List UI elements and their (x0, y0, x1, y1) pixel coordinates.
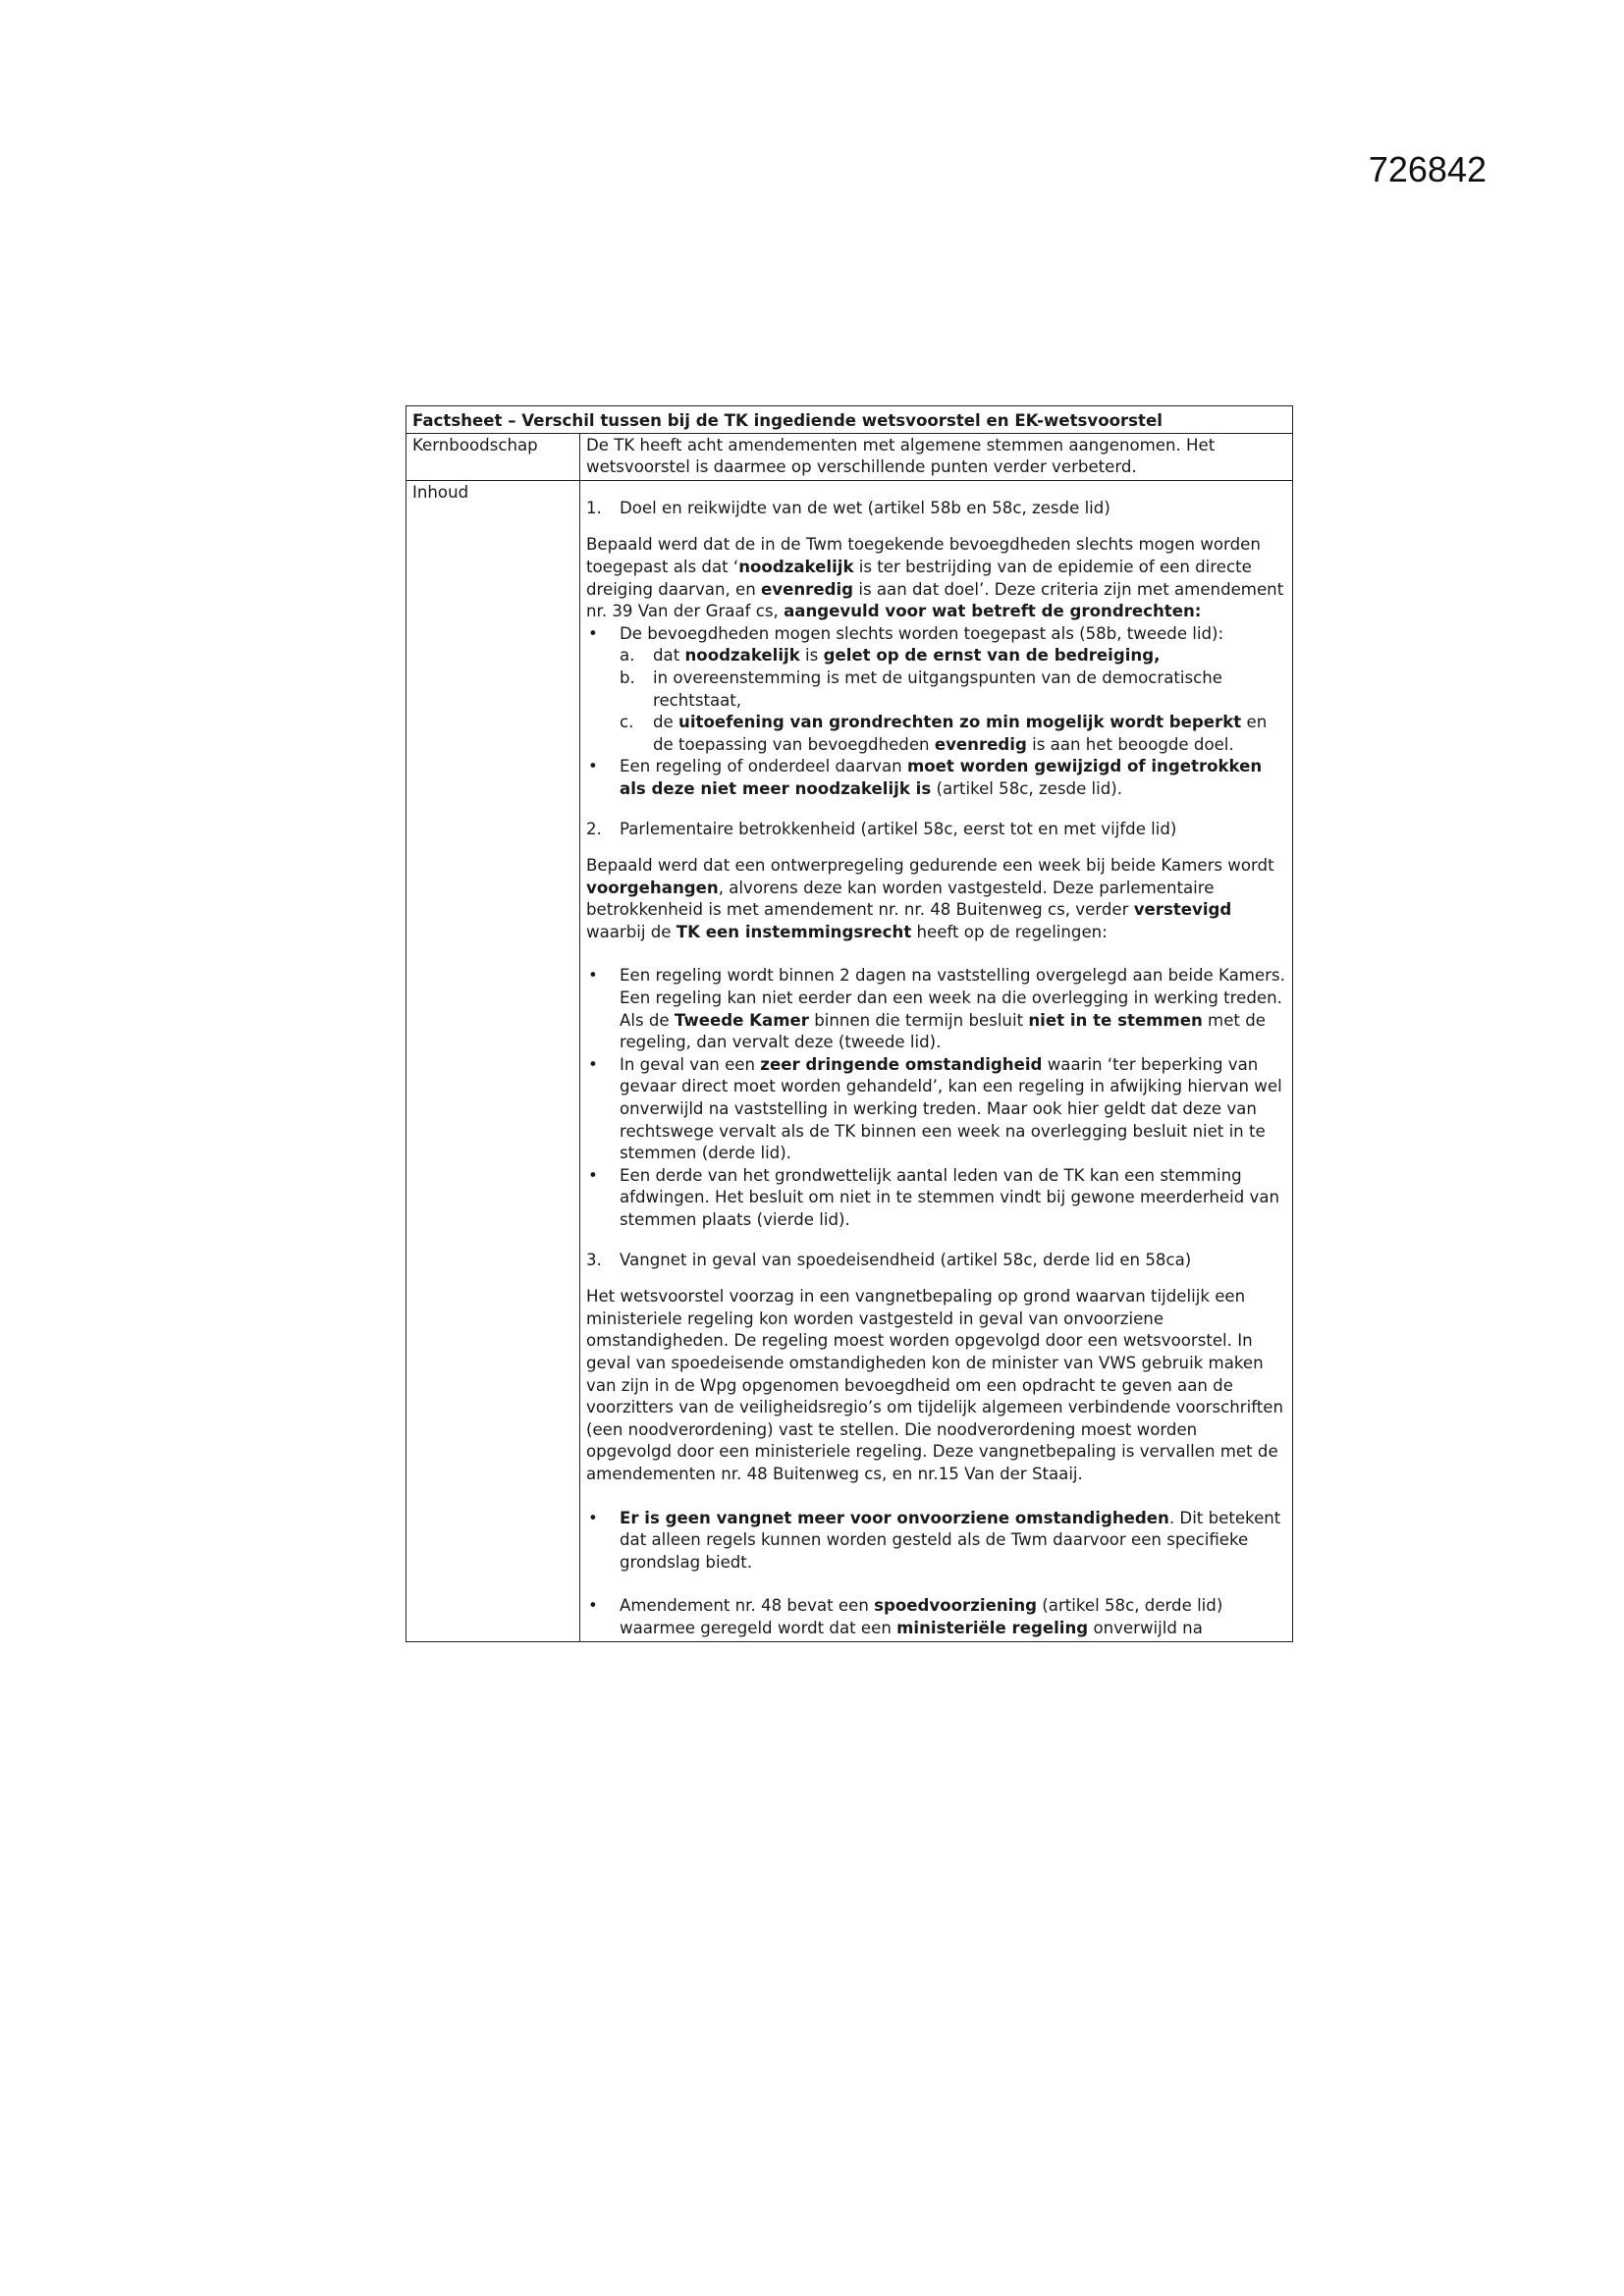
inhoud-label: Inhoud (406, 480, 580, 1641)
section-3-paragraph: Het wetsvoorstel voorzag in een vangnetbepaling op grond waarvan tijdelijk een ministeriele regeling kon worden vastgesteld in geval van onvoorziene omstandigheden. De regeling moest worden opgevolgd door een wetsvoorstel. In geval van spoedeisende omstandigheden kon de minister van VWS gebruik maken van zijn in de Wpg opgenomen bevoegdheid om een opdracht te geven aan de voorzitters van de veiligheidsregio’s om tijdelijk algemeen verbindende voorschriften (een noodverordening) vast te stellen. Die noodverordening moest worden opgevolgd door een ministeriele regeling. Deze vangnetbepaling is vervallen met de amendementen nr. 48 Buitenweg cs, en nr.15 Van der Staaij. (586, 1287, 1283, 1483)
kernboodschap-text: De TK heeft acht amendementen met algemene stemmen aangenomen. Het wetsvoorstel is daarmee op verschillende punten verder verbeterd. (580, 433, 1293, 480)
factsheet-table (406, 405, 1293, 1642)
section-1-paragraph: Bepaald werd dat de in de Twm toegekende bevoegdheden slechts mogen worden toegepast als dat ‘noodzakelijk is ter bestrijding van de epidemie of een directe dreiging daarvan, en evenredig is aan dat doel’. Deze criteria zijn met amendement nr. 39 Van der Graaf cs, aangevuld voor wat betreft de grondrechten: (586, 535, 1284, 621)
section-3-bullets-2 (586, 1595, 1286, 1639)
list-item: c. de uitoefening van grondrechten zo min mogelijk wordt beperkt en de toepassing van bevoegdheden evenredig is aan het beoogde doel. (620, 713, 1268, 754)
list-item: a. dat noodzakelijk is gelet op de ernst van de bedreiging, (620, 646, 1161, 666)
kernboodschap-row (406, 433, 1293, 480)
criteria-list (620, 645, 1286, 756)
title-row (406, 406, 1293, 434)
document-number: 726842 (1368, 149, 1487, 189)
section-2-heading: 2. Parlementaire betrokkenheid (artikel 58c, eerst tot en met vijfde lid) (586, 819, 1177, 838)
section-3-heading: 3. Vangnet in geval van spoedeisendheid (artikel 58c, derde lid en 58ca) (586, 1250, 1192, 1269)
inhoud-row (406, 480, 1293, 1641)
list-item: • Er is geen vangnet meer voor onvoorziene omstandigheden. Dit betekent dat alleen regels kunnen worden gesteld als de Twm daarvoor een specifieke grondslag biedt. (586, 1508, 1286, 1575)
kernboodschap-label: Kernboodschap (406, 433, 580, 480)
list-item: • Een derde van het grondwettelijk aantal leden van de TK kan een stemming afdwingen. Het besluit om niet in te stemmen vindt bij gewone meerderheid van stemmen plaats (vierde lid). (586, 1165, 1286, 1232)
inhoud-content (580, 480, 1293, 1641)
section-2-paragraph: Bepaald werd dat een ontwerpregeling gedurende een week bij beide Kamers wordt voorgehangen, alvorens deze kan worden vastgesteld. Deze parlementaire betrokkenheid is met amendement nr. nr. 48 Buitenweg cs, verder verstevigd waarbij de TK een instemmingsrecht heeft op de regelingen: (586, 856, 1274, 941)
section-2-bullets (586, 965, 1286, 1231)
factsheet-title: Factsheet – Verschil tussen bij de TK ingediende wetsvoorstel en EK-wetsvoorstel (406, 406, 1293, 434)
list-item: • Een regeling wordt binnen 2 dagen na vaststelling overgelegd aan beide Kamers. Een regeling kan niet eerder dan een week na die overlegging in werking treden. Als de Tweede Kamer binnen die termijn besluit niet in te stemmen met de regeling, dan vervalt deze (tweede lid). (586, 965, 1286, 1053)
list-item: • Amendement nr. 48 bevat een spoedvoorziening (artikel 58c, derde lid) waarmee geregeld wordt dat een ministeriële regeling onverwijld na (586, 1595, 1286, 1639)
list-item: • Een regeling of onderdeel daarvan moet worden gewijzigd of ingetrokken als deze niet meer noodzakelijk is (artikel 58c, zesde lid). (586, 756, 1286, 800)
section-1-bullets (586, 623, 1286, 801)
list-item: b. in overeenstemming is met de uitgangspunten van de democratische rechtstaat, (620, 667, 1222, 710)
list-item: • In geval van een zeer dringende omstandigheid waarin ‘ter beperking van gevaar direct moet worden gehandeld’, kan een regeling in afwijking hiervan wel onverwijld na vaststelling in werking treden. Maar ook hier geldt dat deze van rechtswege vervalt als de TK binnen een week na overlegging besluit niet in te stemmen (derde lid). (586, 1054, 1286, 1165)
section-3-bullets (586, 1508, 1286, 1575)
list-item: • De bevoegdheden mogen slechts worden toegepast als (58b, tweede lid): a. dat noodzakelijk is gelet op de ernst van de bedreiging, b. in overeenstemming is met de uitgangspunten van de democratische rechtstaat, c. de uitoefening van grondrechten zo min mogelijk wordt beperkt en de toepassing van bevoegdheden evenredig is aan het beoogde doel. (586, 623, 1286, 757)
section-1-heading: 1. Doel en reikwijdte van de wet (artikel 58b en 58c, zesde lid) (586, 498, 1110, 517)
